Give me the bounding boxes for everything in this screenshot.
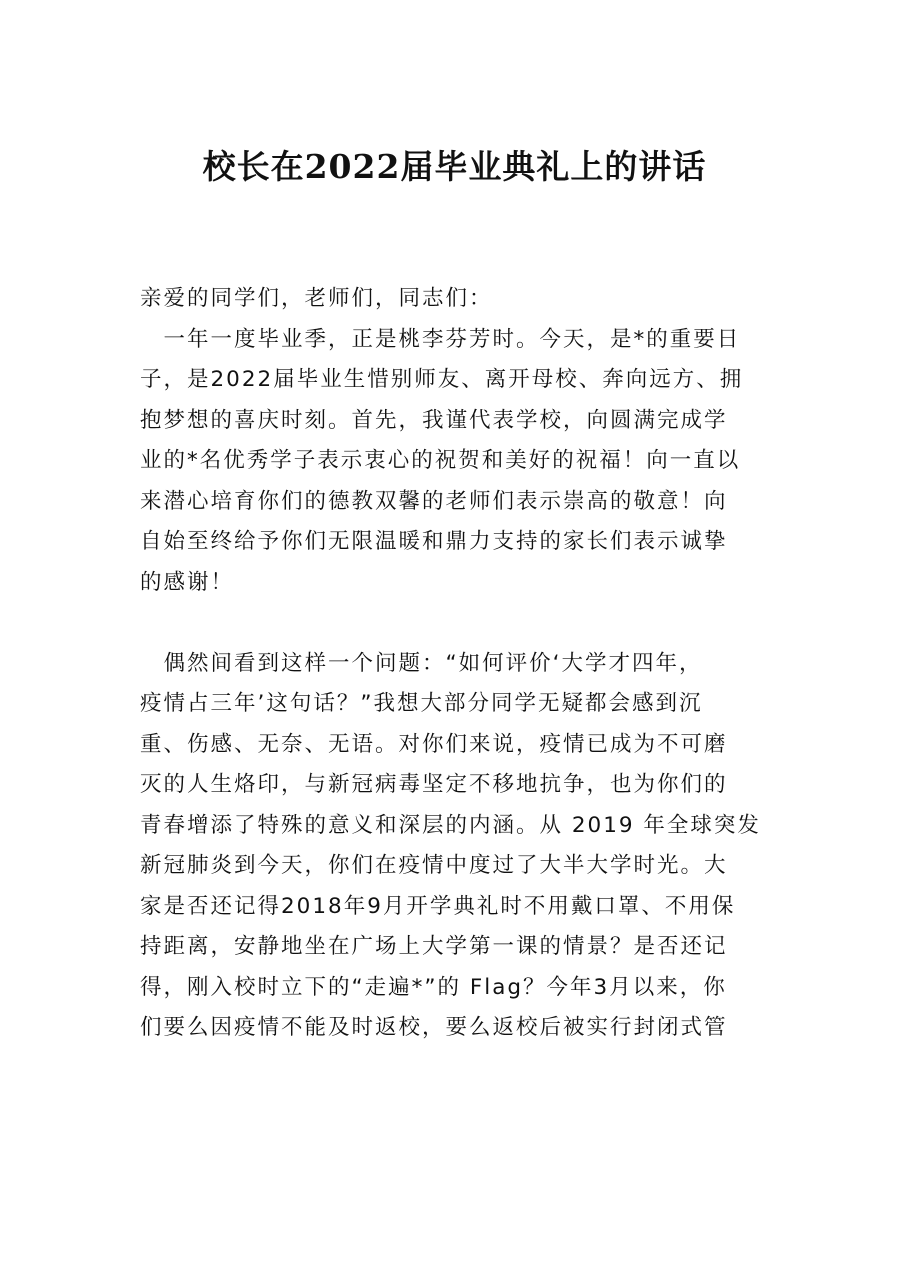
paragraph-line: 重、伤感、无奈、无语。对你们来说，疫情已成为不可磨 <box>140 731 728 757</box>
paragraph-line: 家是否还记得2018年9月开学典礼时不用戴口罩、不用保 <box>140 893 736 919</box>
paragraph-line: 们要么因疫情不能及时返校，要么返校后被实行封闭式管 <box>140 1015 728 1040</box>
document-title: 校长在2022届毕业典礼上的讲话 <box>202 147 707 186</box>
paragraph-line: 灭的人生烙印，与新冠病毒坚定不移地抗争，也为你们的 <box>140 772 728 797</box>
paragraph-line: 偶然间看到这样一个问题：“如何评价‘大学才四年， <box>140 650 703 676</box>
paragraph-line: 一年一度毕业季，正是桃李芬芳时。今天，是*的重要日 <box>140 326 741 352</box>
paragraph-1 <box>140 320 770 604</box>
paragraph-line: 抱梦想的喜庆时刻。首先，我谨代表学校，向圆满完成学 <box>140 407 728 433</box>
paragraph-line: 青春增添了特殊的意义和深层的内涵。从 2019 年全球突发 <box>140 812 761 838</box>
paragraph-line: 业的*名优秀学子表示衷心的祝贺和美好的祝福！向一直以 <box>140 448 741 473</box>
paragraph-line: 来潜心培育你们的德教双馨的老师们表示崇高的敬意！向 <box>140 488 728 514</box>
salutation: 亲爱的同学们，老师们，同志们： <box>140 286 493 311</box>
paragraph-line: 自始至终给予你们无限温暖和鼎力支持的家长们表示诚挚 <box>140 529 728 554</box>
paragraph-line: 持距离，安静地坐在广场上大学第一课的情景？是否还记 <box>140 934 728 959</box>
paragraph-spacer <box>140 603 770 644</box>
paragraph-line: 疫情占三年’这句话？”我想大部分同学无疑都会感到沉 <box>140 691 703 716</box>
paragraph-line: 的感谢！ <box>140 569 235 595</box>
paragraph-line: 得，刚入校时立下的“走遍*”的 Flag？今年3月以来，你 <box>140 974 727 1000</box>
document-body <box>140 279 770 1049</box>
paragraph-line: 新冠肺炎到今天，你们在疫情中度过了大半大学时光。大 <box>140 853 728 878</box>
paragraph-2 <box>140 644 770 1049</box>
paragraph-line: 子，是2022届毕业生惜别师友、离开母校、奔向远方、拥 <box>140 367 744 392</box>
